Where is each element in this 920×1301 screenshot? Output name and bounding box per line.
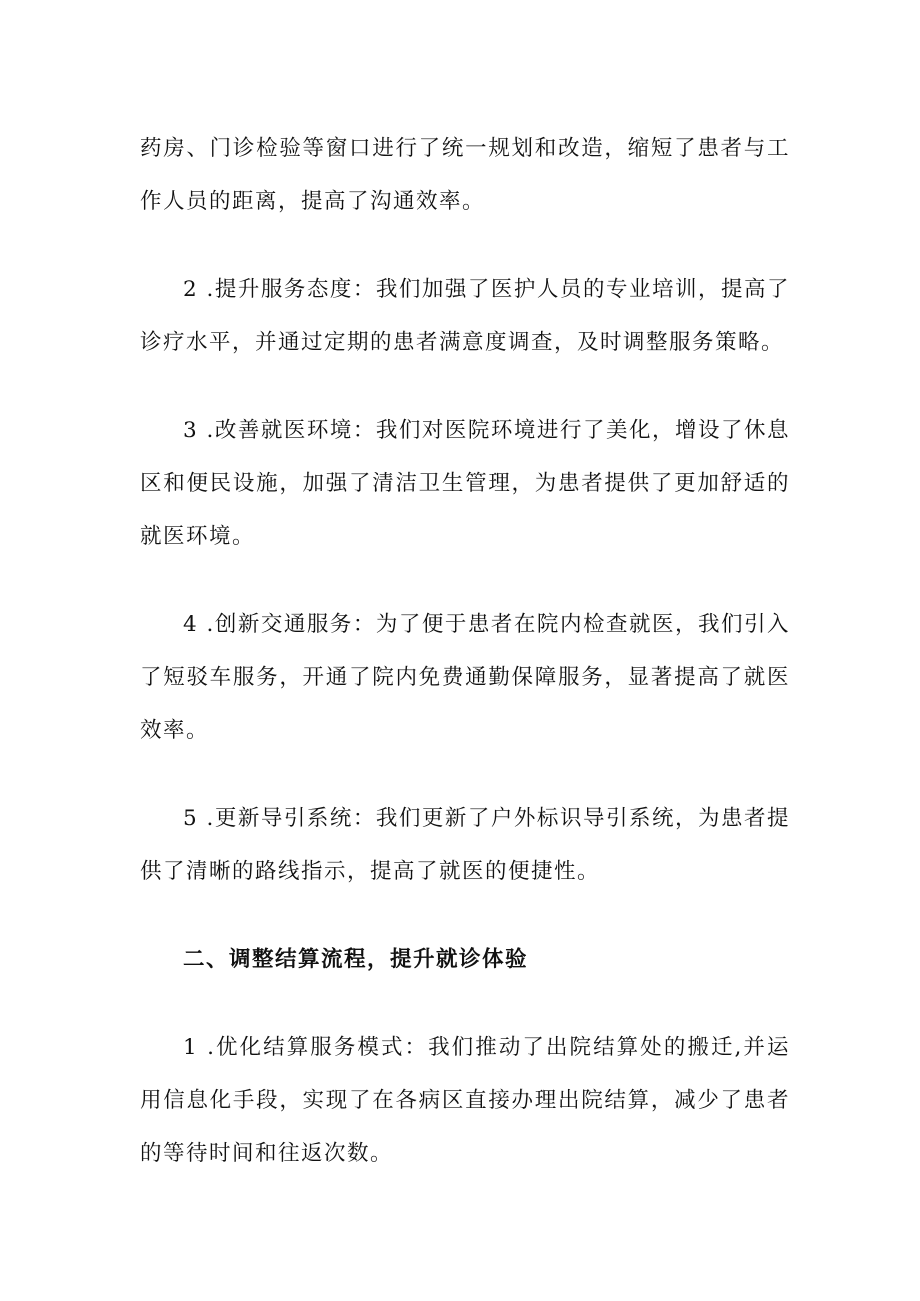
paragraph-item-2: 2 .提升服务态度：我们加强了医护人员的专业培训，提高了诊疗水平，并通过定期的患者满意度调查，及时调整服务策略。 xyxy=(140,277,790,355)
paragraph-item-3: 3 .改善就医环境：我们对医院环境进行了美化，增设了休息区和便民设施，加强了清洁卫生管理，为患者提供了更加舒适的就医环境。 xyxy=(140,418,790,549)
section-paragraph-item-1: 1 .优化结算服务模式：我们推动了出院结算处的搬迁,并运用信息化手段，实现了在各病区直接办理出院结算，减少了患者的等待时间和往返次数。 xyxy=(140,1035,790,1166)
section-heading: 二、调整结算流程，提升就诊体验 xyxy=(183,947,529,972)
paragraph-item-4: 4 .创新交通服务：为了便于患者在院内检查就医，我们引入了短驳车服务，开通了院内免费通勤保障服务，显著提高了就医效率。 xyxy=(140,612,790,743)
paragraph-item-5: 5 .更新导引系统：我们更新了户外标识导引系统，为患者提供了清晰的路线指示，提高了就医的便捷性。 xyxy=(140,806,790,884)
paragraph-continuation: 药房、门诊检验等窗口进行了统一规划和改造，缩短了患者与工作人员的距离，提高了沟通效率。 xyxy=(140,136,790,214)
document-page xyxy=(140,122,790,1180)
